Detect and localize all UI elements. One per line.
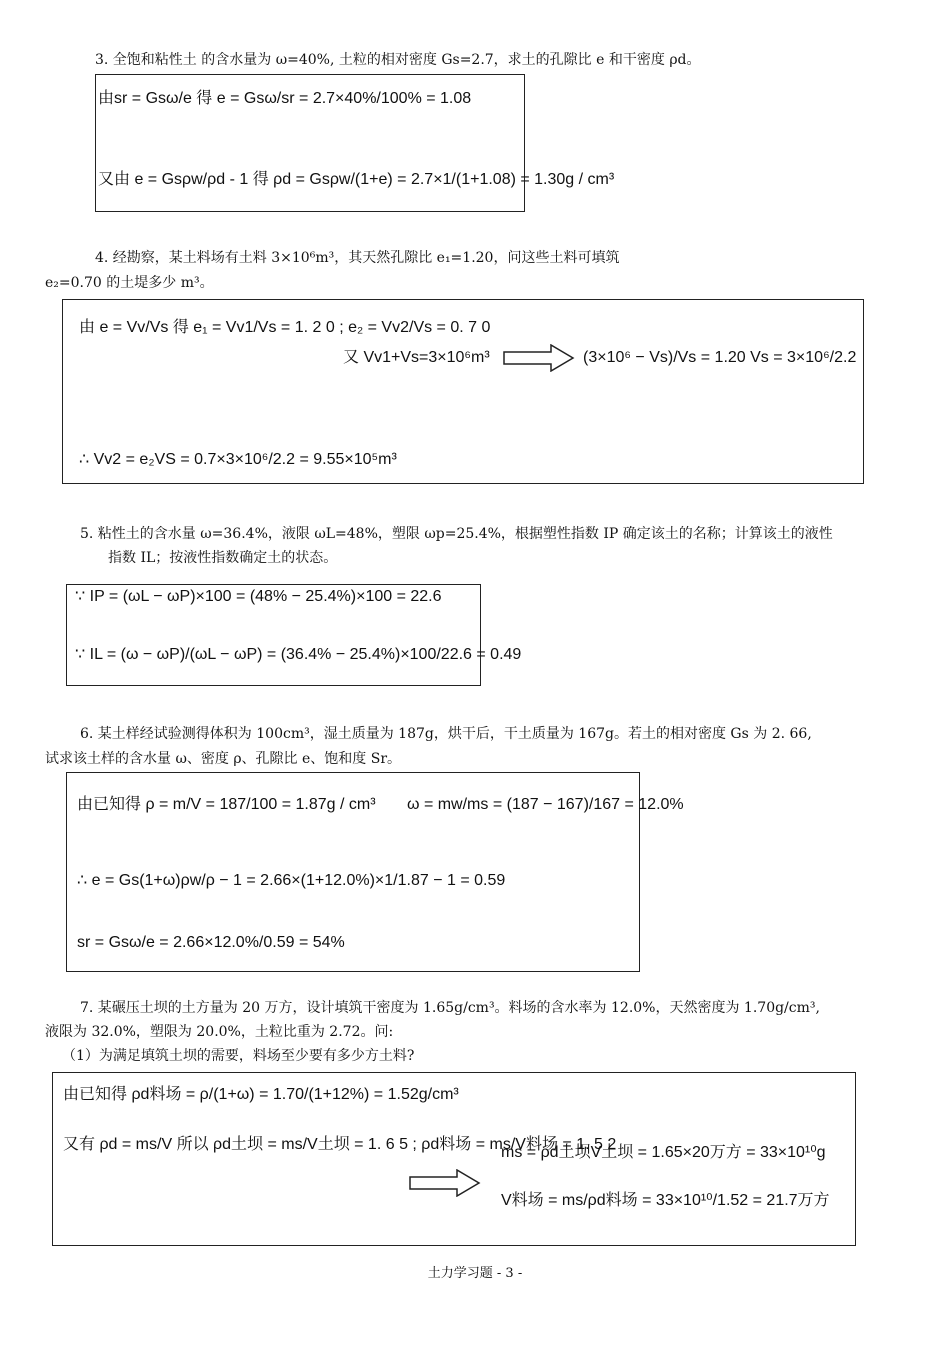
solution-6-line-3: ∴ e = Gs(1+ω)ρw/ρ − 1 = 2.66×(1+12.0%)×1/1.87 − 1 = 0.59 <box>77 872 506 889</box>
solution-6-line-1: 由已知得 ρ = m/V = 187/100 = 1.87g / cm³ <box>77 796 376 813</box>
problem-7-statement-line-1: 7. 某碾压土坝的土方量为 20 万方，设计填筑干密度为 1.65g/cm³。料场的含水率为 12.0%，天然密度为 1.70g/cm³, <box>80 1000 820 1016</box>
right-arrow-icon <box>503 344 575 372</box>
solution-3-line-1: 由sr = Gsω/e 得 e = Gsω/sr = 2.7×40%/100% = 1.08 <box>98 90 472 107</box>
solution-7-line-3: ms = ρd土坝V土坝 = 1.65×20万方 = 33×10¹⁰g <box>501 1144 826 1161</box>
page-footer: 土力学习题 - 3 - <box>427 1266 523 1281</box>
problem-7-statement-line-2: 液限为 32.0%，塑限为 20.0%，土粒比重为 2.72。问: <box>45 1024 394 1040</box>
solution-6-line-4: sr = Gsω/e = 2.66×12.0%/0.59 = 54% <box>77 934 345 951</box>
problem-5-statement-line-2: 指数 IL；按液性指数确定土的状态。 <box>108 550 338 566</box>
solution-box-7 <box>52 1072 856 1246</box>
solution-7-line-1: 由已知得 ρd料场 = ρ/(1+ω) = 1.70/(1+12%) = 1.52g/cm³ <box>63 1086 459 1103</box>
solution-box-5 <box>66 584 522 686</box>
solution-7-line-4: V料场 = ms/ρd料场 = 33×10¹⁰/1.52 = 21.7万方 <box>501 1192 830 1209</box>
solution-box-4 <box>62 299 864 484</box>
right-arrow-icon <box>409 1169 481 1197</box>
problem-6-statement-line-2: 试求该土样的含水量 ω、密度 ρ、孔隙比 e、饱和度 Sr。 <box>45 751 402 767</box>
solution-3-line-2: 又由 e = Gsρw/ρd - 1 得 ρd = Gsρw/(1+e) = 2.7×1/(1+1.08) = 1.30g / cm³ <box>98 171 615 188</box>
solution-4-line-4: ∴ Vv2 = e₂VS = 0.7×3×10⁶/2.2 = 9.55×10⁵m³ <box>79 451 397 468</box>
problem-6-statement-line-1: 6. 某土样经试验测得体积为 100cm³，湿土质量为 187g，烘干后，干土质量为 167g。若土的相对密度 Gs 为 2. 66, <box>80 726 812 742</box>
problem-7-statement-line-3: （1）为满足填筑土坝的需要，料场至少要有多少方土料? <box>62 1048 415 1064</box>
problem-4-statement-line-2: e₂=0.70 的土堤多少 m³。 <box>45 275 214 291</box>
solution-6-line-2: ω = mw/ms = (187 − 167)/167 = 12.0% <box>407 796 684 813</box>
solution-box-6 <box>66 772 684 972</box>
problem-5-statement-line-1: 5. 粘性土的含水量 ω=36.4%，液限 ωL=48%，塑限 ωp=25.4%，根据塑性指数 IP 确定该土的名称；计算该土的液性 <box>80 526 833 542</box>
problem-4-statement-line-1: 4. 经勘察，某土料场有土料 3×10⁶m³，其天然孔隙比 e₁=1.20，问这些土料可填筑 <box>95 250 620 266</box>
solution-4-line-3: (3×10⁶ − Vs)/Vs = 1.20 Vs = 3×10⁶/2.2 <box>583 349 857 366</box>
solution-4-line-1: 由 e = Vv/Vs 得 e₁ = Vv1/Vs = 1. 2 0 ; e₂ = Vv2/Vs = 0. 7 0 <box>79 319 491 336</box>
solution-4-line-2: 又 Vv1+Vs=3×10⁶m³ <box>343 349 490 366</box>
solution-box-3 <box>95 74 615 212</box>
solution-5-line-2: ∵ IL = (ω − ωP)/(ωL − ωP) = (36.4% − 25.4%)×100/22.6 = 0.49 <box>75 646 522 663</box>
solution-5-line-1: ∵ IP = (ωL − ωP)×100 = (48% − 25.4%)×100 = 22.6 <box>75 588 442 605</box>
solution-7-line-2: 又有 ρd = ms/V 所以 ρd土坝 = ms/V土坝 = 1. 6 5 ; ρd料场 = ms/V料场 = 1. 5 2 <box>63 1136 617 1153</box>
problem-3-statement: 3. 全饱和粘性土 的含水量为 ω=40%, 土粒的相对密度 Gs=2.7，求土的孔隙比 e 和干密度 ρd。 <box>95 52 701 68</box>
